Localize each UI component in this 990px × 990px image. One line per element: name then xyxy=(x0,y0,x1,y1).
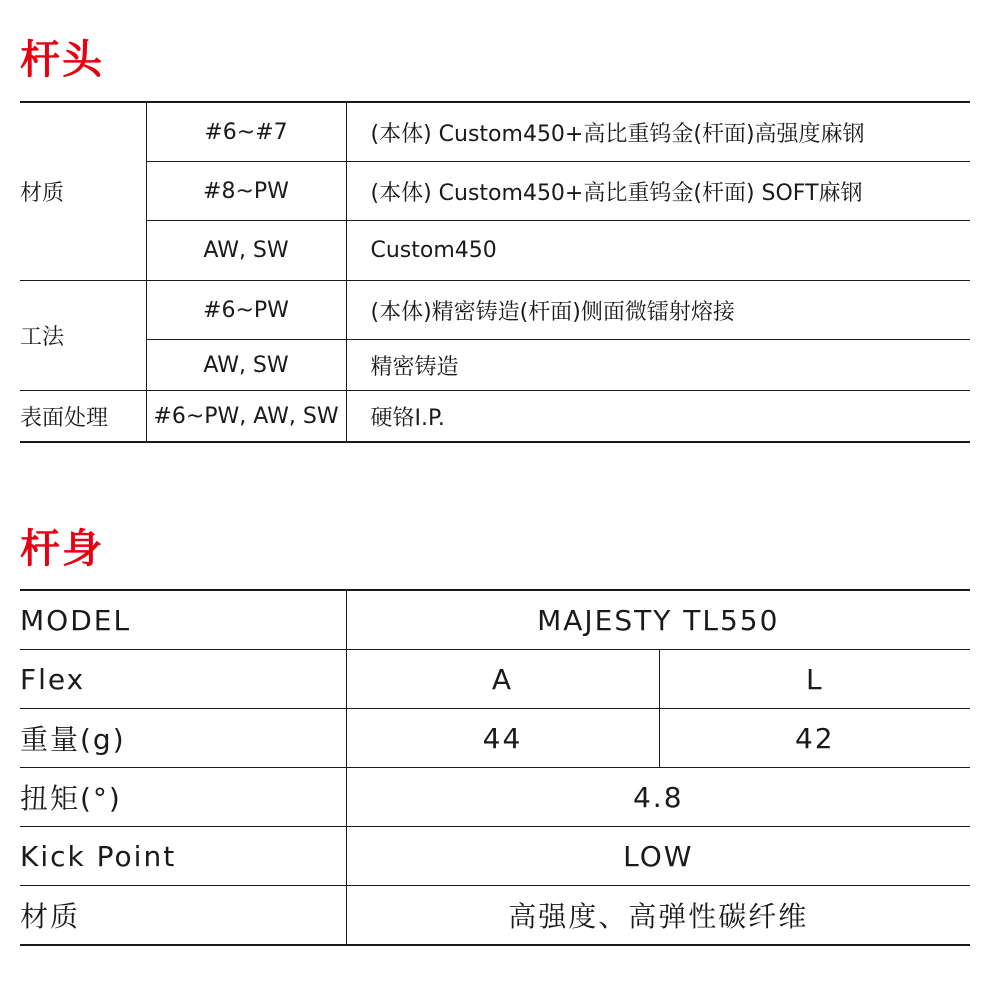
category-material: 材质 xyxy=(20,102,146,281)
weight-label: 重量(g) xyxy=(20,709,346,768)
model-value: MAJESTY TL550 xyxy=(346,590,970,650)
value-cell: 硬铬I.P. xyxy=(346,391,970,443)
material-label: 材质 xyxy=(20,886,346,946)
range-cell: AW, SW xyxy=(146,340,346,391)
table-row xyxy=(20,340,970,391)
category-method: 工法 xyxy=(20,281,146,391)
range-cell: #6~PW xyxy=(146,281,346,340)
category-surface: 表面处理 xyxy=(20,391,146,443)
shaft-spec-table xyxy=(20,589,970,946)
table-row xyxy=(20,709,970,768)
shaft-section-title: 杆身 xyxy=(20,526,104,572)
value-cell: 精密铸造 xyxy=(346,340,970,391)
table-row xyxy=(20,886,970,946)
range-cell: #6~#7 xyxy=(146,102,346,162)
value-cell: (本体) Custom450+高比重钨金(杆面)高强度麻钢 xyxy=(346,102,970,162)
torque-label: 扭矩(°) xyxy=(20,768,346,827)
table-row xyxy=(20,650,970,709)
flex-label: Flex xyxy=(20,650,346,709)
weight-l-value: 42 xyxy=(659,709,970,768)
kick-point-label: Kick Point xyxy=(20,827,346,886)
weight-a-value: 44 xyxy=(346,709,659,768)
table-row xyxy=(20,162,970,221)
head-section-title: 杆头 xyxy=(20,37,104,83)
value-cell: (本体) Custom450+高比重钨金(杆面) SOFT麻钢 xyxy=(346,162,970,221)
flex-a-value: A xyxy=(346,650,659,709)
range-cell: #8~PW xyxy=(146,162,346,221)
kick-point-value: LOW xyxy=(346,827,970,886)
range-cell: #6~PW, AW, SW xyxy=(146,391,346,443)
table-row xyxy=(20,391,970,443)
table-row xyxy=(20,827,970,886)
table-row xyxy=(20,102,970,162)
flex-l-value: L xyxy=(659,650,970,709)
material-value: 高强度、高弹性碳纤维 xyxy=(346,886,970,946)
table-row xyxy=(20,590,970,650)
table-row xyxy=(20,768,970,827)
head-spec-table xyxy=(20,101,970,443)
table-row xyxy=(20,281,970,340)
model-label: MODEL xyxy=(20,590,346,650)
value-cell: (本体)精密铸造(杆面)侧面微镭射熔接 xyxy=(346,281,970,340)
table-row xyxy=(20,221,970,281)
range-cell: AW, SW xyxy=(146,221,346,281)
torque-value: 4.8 xyxy=(346,768,970,827)
value-cell: Custom450 xyxy=(346,221,970,281)
